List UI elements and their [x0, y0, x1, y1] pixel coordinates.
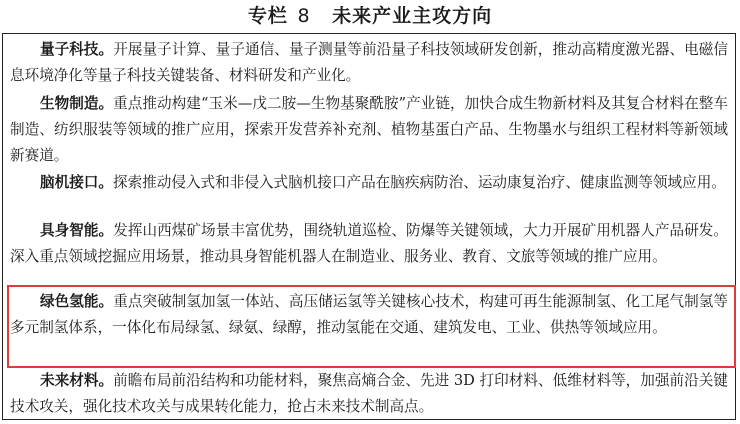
column-number: 8: [297, 5, 311, 27]
column-heading: 未来产业主攻方向: [332, 5, 493, 27]
section-keyword: 脑机接口。: [40, 174, 113, 191]
section-text: 重点推动构建“玉米—戊二胺—生物基聚酰胺”产业链，加快合成生物新材料及其复合材料在整车制造、纺织服装等领域的推广应用，探索开发营养补充剂、植物基蛋白产品、生物墨水与组织工程材料等新领域新赛道。: [10, 95, 728, 164]
section-text: 前瞻布局前沿结构和功能材料，聚焦高熵合金、先进 3D 打印材料、低维材料等，加强前沿关键技术攻关，强化技术攻关与成果转化能力，抢占未来技术制高点。: [10, 372, 728, 415]
section-embodied-ai: [10, 218, 728, 270]
section-keyword: 量子科技。: [40, 41, 114, 58]
section-quantum: [10, 37, 728, 89]
section-biomanufacturing: [10, 91, 728, 169]
column-prefix: 专栏: [247, 5, 288, 27]
section-text: 开展量子计算、量子通信、量子测量等前沿量子科技领域研发创新，推动高精度激光器、电磁信息环境净化等量子科技关键装备、材料研发和产业化。: [10, 41, 728, 84]
section-future-materials: [10, 368, 728, 420]
section-text: 发挥山西煤矿场景丰富优势，围绕轨道巡检、防爆等关键领域，大力开展矿用机器人产品研发。深入重点领域挖掘应用场景，推动具身智能机器人在制造业、服务业、教育、文旅等领域的推广应用。: [10, 222, 728, 265]
section-keyword: 未来材料。: [40, 372, 114, 389]
column-title: [0, 3, 740, 29]
section-text: 重点突破制氢加氢一体站、高压储运氢等关键核心技术，构建可再生能源制氢、化工尾气制氢等多元制氢体系，一体化布局绿氢、绿氨、绿醇，推动氢能在交通、建筑发电、工业、供热等领域应用。: [10, 293, 728, 336]
section-text: 探索推动侵入式和非侵入式脑机接口产品在脑疾病防治、运动康复治疗、健康监测等领域应用。: [112, 174, 726, 191]
section-keyword: 具身智能。: [40, 222, 114, 239]
section-bci: [10, 170, 728, 196]
highlight-box: [7, 285, 736, 368]
section-keyword: 绿色氢能。: [40, 293, 114, 310]
section-keyword: 生物制造。: [40, 95, 114, 112]
